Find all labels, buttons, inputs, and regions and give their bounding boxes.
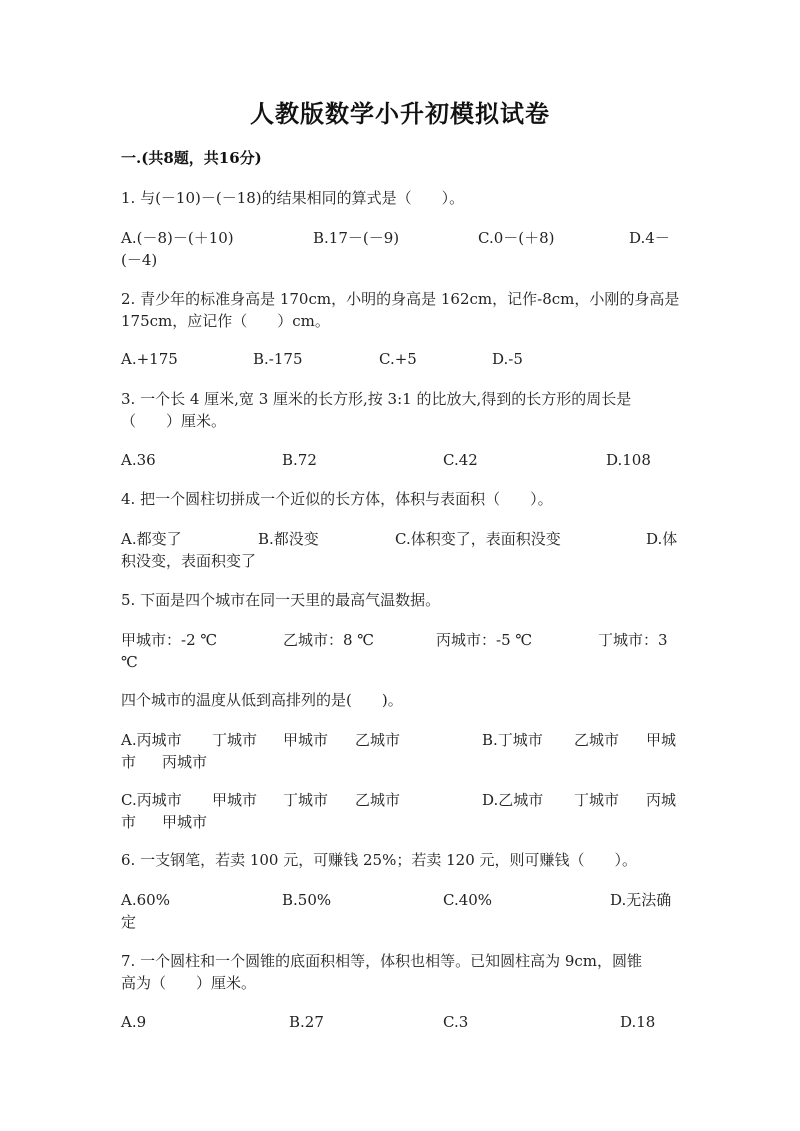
q5-option-a-item2: 丁城市 bbox=[212, 731, 258, 749]
question-6-stem: 6. 一支钢笔，若卖 100 元，可赚钱 25%；若卖 120 元，则可赚钱（ ）。 bbox=[121, 851, 638, 869]
q3-option-a: A.36 bbox=[121, 451, 156, 469]
question-2-stem-line1: 2. 青少年的标准身高是 170cm，小明的身高是 162cm，记作-8cm，小刚的身高是 bbox=[121, 290, 680, 308]
q5-option-d-item2: 丁城市 bbox=[574, 791, 620, 809]
q5-option-b-item2: 乙城市 bbox=[574, 731, 620, 749]
q5-data-jia: 甲城市：-2 ℃ bbox=[121, 631, 218, 649]
q1-option-c: C.0－(＋8) bbox=[478, 229, 555, 247]
q6-option-d-continued: 定 bbox=[121, 913, 137, 931]
q5-option-d-continued: 市 bbox=[121, 813, 137, 831]
question-7-stem-line1: 7. 一个圆柱和一个圆锥的底面积相等，体积也相等。已知圆柱高为 9cm，圆锥 bbox=[121, 952, 643, 970]
q2-option-c: C.+5 bbox=[379, 350, 417, 368]
q5-option-d-item3: 丙城 bbox=[646, 791, 677, 809]
q4-option-c: C.体积变了，表面积没变 bbox=[395, 530, 561, 548]
q5-option-b-item3: 甲城 bbox=[646, 731, 677, 749]
question-2-stem-line2: 175cm，应记作（ ）cm。 bbox=[121, 312, 330, 330]
q5-data-ding: 丁城市：3 bbox=[598, 631, 668, 649]
q5-data-bing: 丙城市：-5 ℃ bbox=[436, 631, 533, 649]
q1-option-b: B.17－(－9) bbox=[313, 229, 400, 247]
q5-option-c-item2: 甲城市 bbox=[212, 791, 258, 809]
q6-option-c: C.40% bbox=[443, 891, 493, 909]
page-title: 人教版数学小升初模拟试卷 bbox=[250, 99, 550, 128]
q5-option-a: A.丙城市 bbox=[121, 731, 182, 749]
q3-option-b: B.72 bbox=[282, 451, 317, 469]
q4-option-b: B.都没变 bbox=[258, 530, 319, 548]
question-7-stem-line2: 高为（ ）厘米。 bbox=[121, 974, 257, 992]
q5-option-a-item3: 甲城市 bbox=[283, 731, 329, 749]
section-heading: 一.(共8题，共16分) bbox=[121, 149, 262, 167]
q6-option-a: A.60% bbox=[121, 891, 170, 909]
q1-option-d: D.4－ bbox=[629, 229, 670, 247]
q5-option-b: B.丁城市 bbox=[482, 731, 543, 749]
q5-option-d-item4: 甲城市 bbox=[162, 813, 208, 831]
q6-option-b: B.50% bbox=[282, 891, 332, 909]
q5-option-b-continued: 市 bbox=[121, 753, 137, 771]
q7-option-a: A.9 bbox=[121, 1013, 147, 1031]
q7-option-c: C.3 bbox=[443, 1013, 469, 1031]
q5-option-d: D.乙城市 bbox=[482, 791, 544, 809]
q2-option-a: A.+175 bbox=[121, 350, 178, 368]
q6-option-d: D.无法确 bbox=[610, 891, 672, 909]
q3-option-d: D.108 bbox=[606, 451, 651, 469]
q3-option-c: C.42 bbox=[443, 451, 478, 469]
question-5-prompt: 四个城市的温度从低到高排列的是( )。 bbox=[121, 691, 403, 709]
q1-option-d-continued: (－4) bbox=[121, 251, 158, 269]
q5-option-b-item4: 丙城市 bbox=[162, 753, 208, 771]
question-3-stem-line2: （ ）厘米。 bbox=[121, 412, 227, 430]
q5-option-c-item4: 乙城市 bbox=[355, 791, 401, 809]
question-3-stem-line1: 3. 一个长 4 厘米,宽 3 厘米的长方形,按 3:1 的比放大,得到的长方形的周长是 bbox=[121, 390, 632, 408]
question-1-stem: 1. 与(－10)－(－18)的结果相同的算式是（ ）。 bbox=[121, 189, 465, 207]
q7-option-b: B.27 bbox=[289, 1013, 324, 1031]
q4-option-d-continued: 积没变，表面积变了 bbox=[121, 552, 257, 570]
q1-option-a: A.(－8)－(＋10) bbox=[121, 229, 234, 247]
q2-option-b: B.-175 bbox=[253, 350, 303, 368]
q5-data-yi: 乙城市：8 ℃ bbox=[283, 631, 375, 649]
q7-option-d: D.18 bbox=[620, 1013, 656, 1031]
q2-option-d: D.-5 bbox=[492, 350, 523, 368]
question-5-stem: 5. 下面是四个城市在同一天里的最高气温数据。 bbox=[121, 591, 441, 609]
q5-option-c-item3: 丁城市 bbox=[283, 791, 329, 809]
q5-data-ding-continued: ℃ bbox=[121, 653, 138, 671]
question-4-stem: 4. 把一个圆柱切拼成一个近似的长方体，体积与表面积（ ）。 bbox=[121, 490, 553, 508]
q4-option-d: D.体 bbox=[646, 530, 678, 548]
q4-option-a: A.都变了 bbox=[121, 530, 182, 548]
q5-option-c: C.丙城市 bbox=[121, 791, 182, 809]
q5-option-a-item4: 乙城市 bbox=[355, 731, 401, 749]
